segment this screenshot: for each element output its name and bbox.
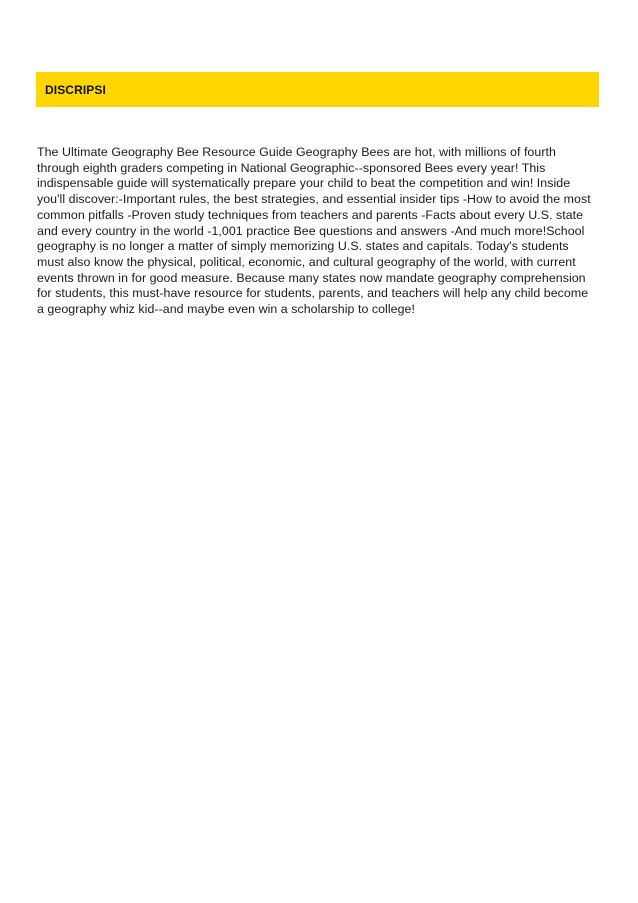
section-title: DISCRIPSI — [45, 82, 106, 97]
section-header-bar — [36, 72, 599, 107]
description-paragraph: The Ultimate Geography Bee Resource Guide Geography Bees are hot, with millions of fourth through eighth graders competing in National Geographic--sponsored Bees every year! This indispensable guide will systematically prepare your child to beat the competition and win! Inside you'll discover:-Important rules, the best strategies, and essential insider tips -How to avoid the most common pitfalls -Proven study techniques from teachers and parents -Facts about every U.S. state and every country in the world -1,001 practice Bee questions and answers -And much more!School geography is no longer a matter of simply memorizing U.S. states and capitals. Today's students must also know the physical, political, economic, and cultural geography of the world, with current events thrown in for good measure. Because many states now mandate geography comprehension for students, this must-have resource for students, parents, and teachers will help any child become a geography whiz kid--and maybe even win a scholarship to college! — [37, 145, 591, 317]
